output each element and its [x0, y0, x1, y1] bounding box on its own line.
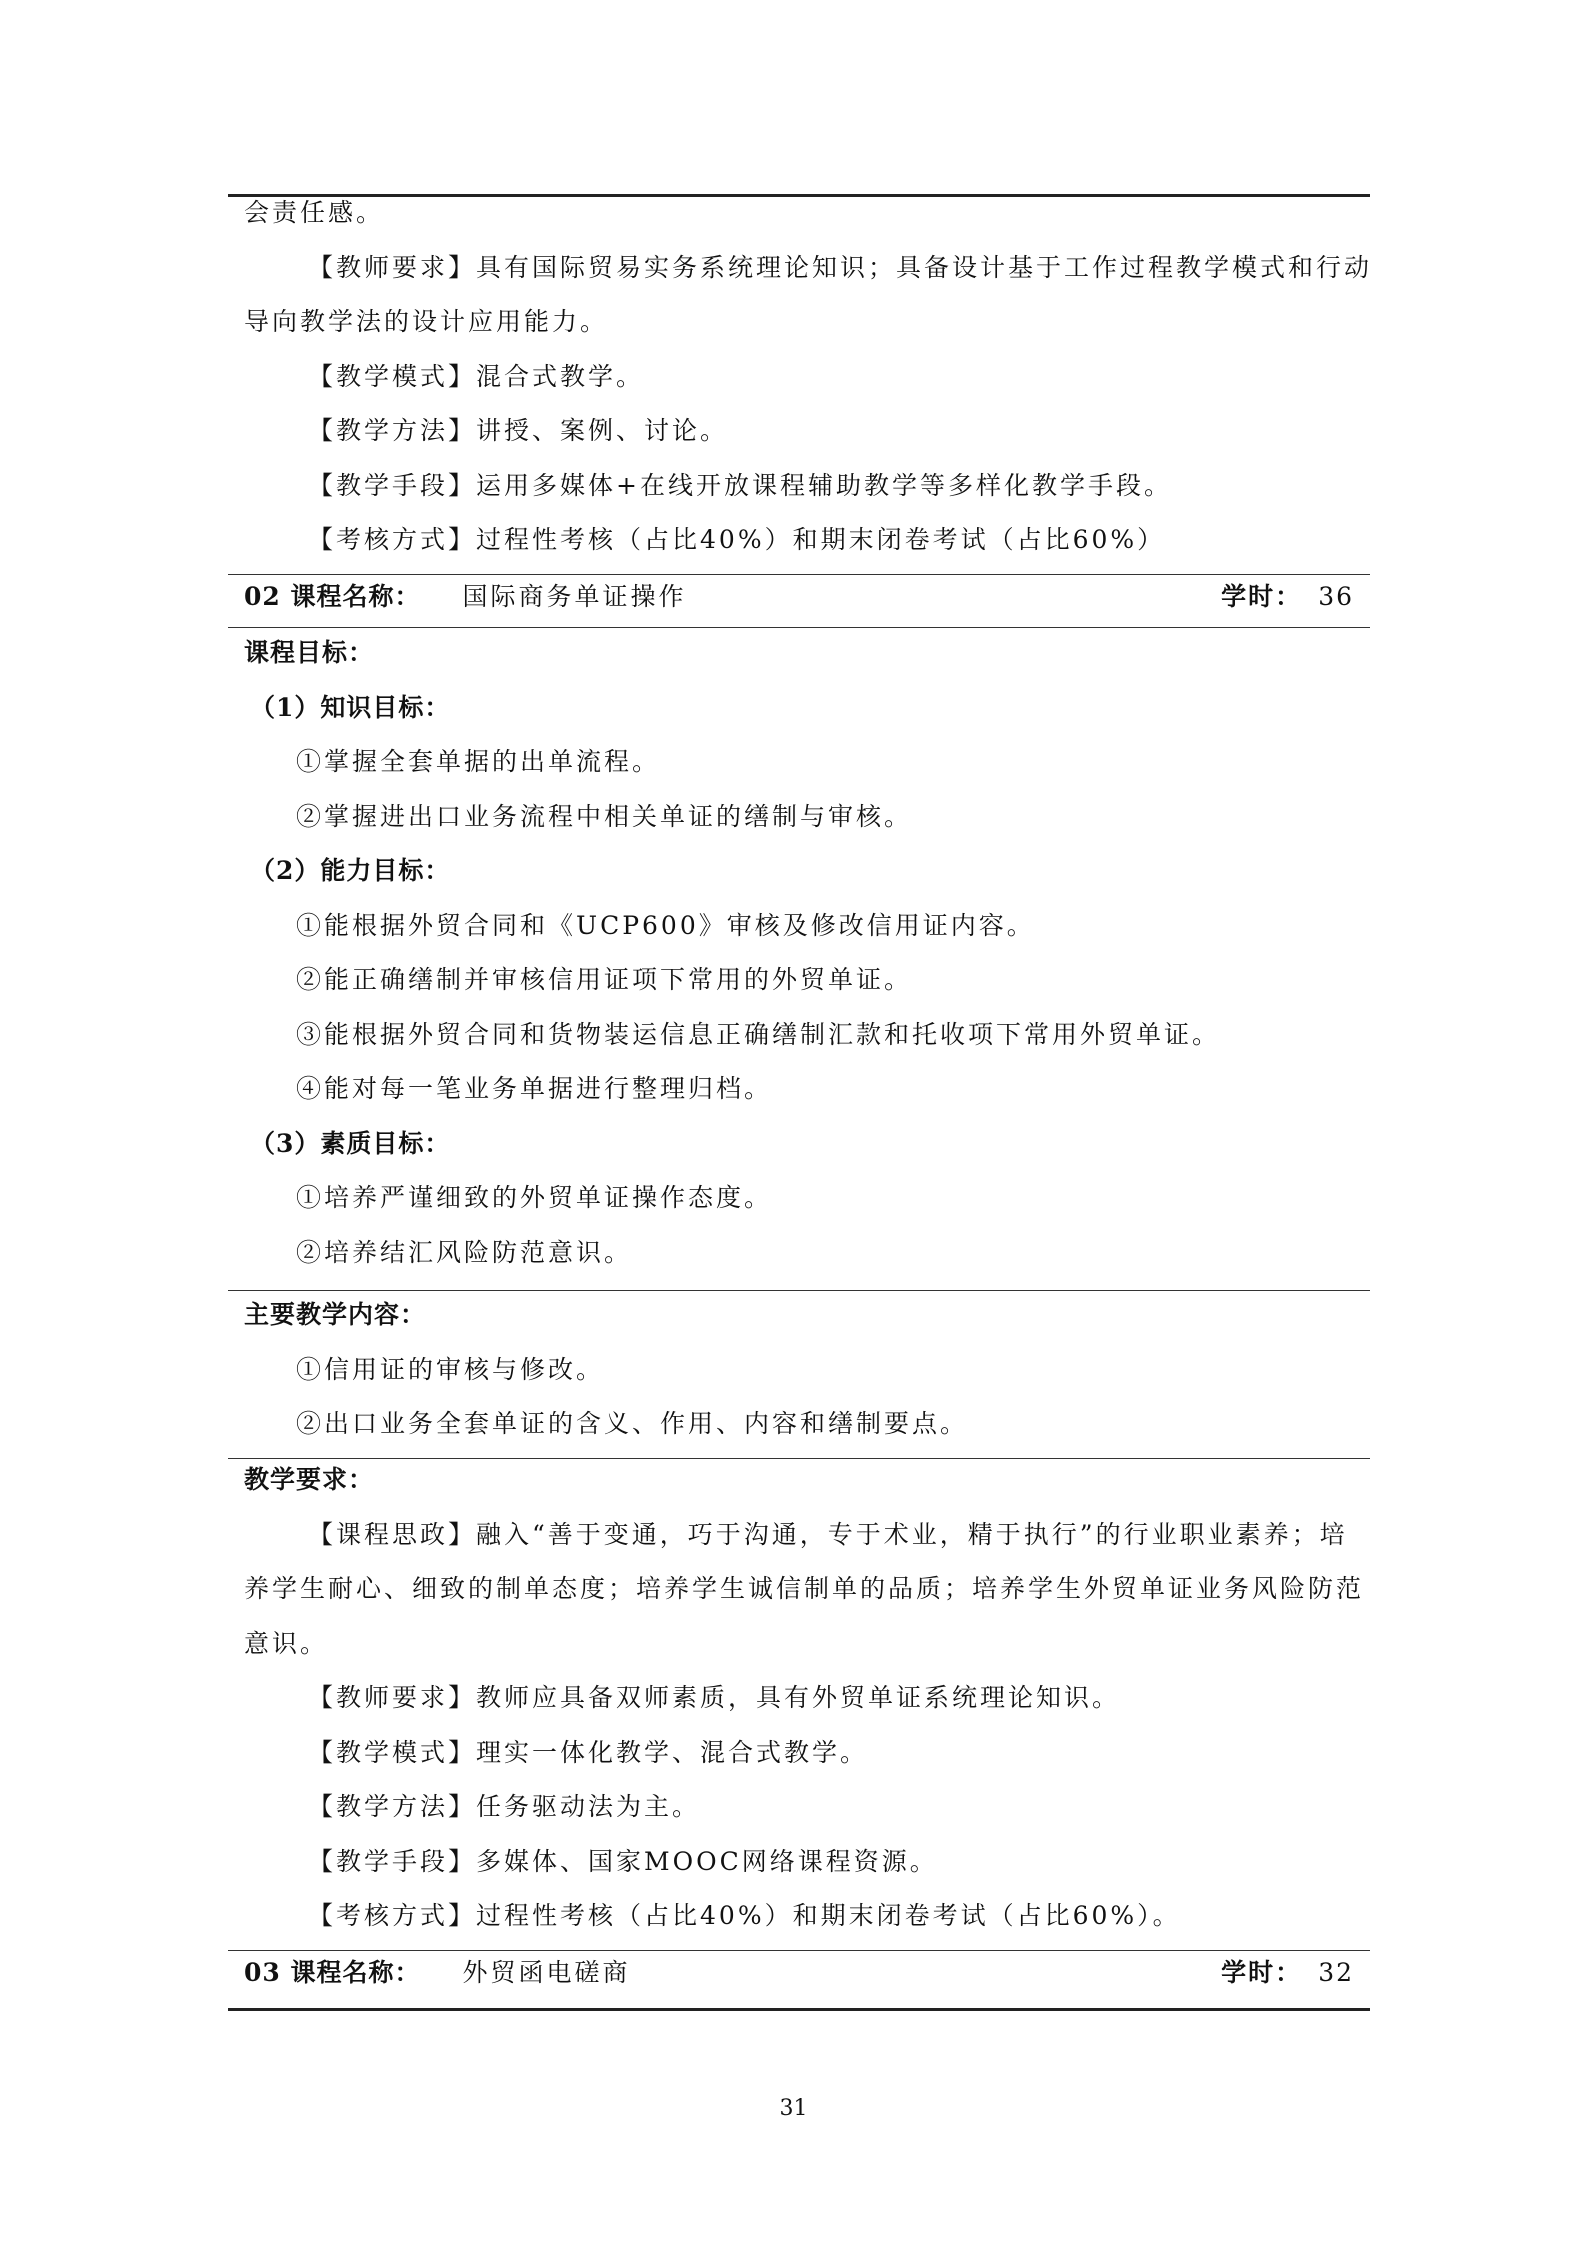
course2-hours-label: 学时：	[1221, 582, 1303, 611]
course2-teacher-requirement: 【教师要求】教师应具备双师素质，具有外贸单证系统理论知识。	[308, 1683, 1121, 1712]
knowledge-item-1: ①掌握全套单据的出单流程。	[296, 747, 661, 776]
assessment-method: 【考核方式】过程性考核（占比40%）和期末闭卷考试（占比60%）	[308, 525, 1166, 554]
course2-teaching-mode: 【教学模式】理实一体化教学、混合式教学。	[308, 1738, 869, 1767]
ability-item-4: ④能对每一笔业务单据进行整理归档。	[296, 1074, 773, 1103]
content-item-1: ①信用证的审核与修改。	[296, 1355, 605, 1384]
course2-hours-value: 36	[1318, 582, 1354, 611]
teaching-method: 【教学方法】讲授、案例、讨论。	[308, 416, 729, 445]
course2-label: 02 课程名称：	[244, 582, 421, 611]
course3-label: 03 课程名称：	[244, 1958, 421, 1987]
ability-item-1: ①能根据外贸合同和《UCP600》审核及修改信用证内容。	[296, 911, 1035, 940]
course2-teaching-method: 【教学方法】任务驱动法为主。	[308, 1792, 701, 1821]
ideology-line-2: 养学生耐心、细致的制单态度；培养学生诚信制单的品质；培养学生外贸单证业务风险防范	[244, 1574, 1365, 1603]
course2-hours	[1221, 578, 1354, 616]
requirement-title: 教学要求：	[244, 1465, 375, 1494]
ability-item-3: ③能根据外贸合同和货物装运信息正确缮制汇款和托收项下常用外贸单证。	[296, 1020, 1221, 1049]
ideology-line-3: 意识。	[244, 1629, 329, 1658]
course2-goals-rule	[228, 627, 1370, 628]
requirement-rule	[228, 1458, 1370, 1459]
teaching-mode: 【教学模式】混合式教学。	[308, 362, 645, 391]
course3-top-rule	[228, 1950, 1370, 1951]
course3-hours-label: 学时：	[1221, 1958, 1303, 1987]
course3-hours-value: 32	[1318, 1958, 1354, 1987]
quality-item-1: ①培养严谨细致的外贸单证操作态度。	[296, 1183, 773, 1212]
ability-item-2: ②能正确缮制并审核信用证项下常用的外贸单证。	[296, 965, 913, 994]
knowledge-title: （1）知识目标：	[250, 693, 451, 722]
teaching-means: 【教学手段】运用多媒体+在线开放课程辅助教学等多样化教学手段。	[308, 471, 1172, 500]
course2-assessment-method: 【考核方式】过程性考核（占比40%）和期末闭卷考试（占比60%）。	[308, 1901, 1181, 1930]
quality-item-2: ②培养结汇风险防范意识。	[296, 1238, 633, 1267]
content-item-2: ②出口业务全套单证的含义、作用、内容和缮制要点。	[296, 1409, 969, 1438]
course2-top-rule	[228, 574, 1370, 575]
quality-title: （3）素质目标：	[250, 1129, 451, 1158]
course3-name: 外贸函电磋商	[462, 1958, 631, 1987]
course2-teaching-means: 【教学手段】多媒体、国家MOOC网络课程资源。	[308, 1847, 938, 1876]
page-number: 31	[779, 2096, 808, 2121]
teacher-requirement-line-1: 【教师要求】具有国际贸易实务系统理论知识；具备设计基于工作过程教学模式和行动	[308, 253, 1373, 282]
course3-hours	[1221, 1954, 1354, 1992]
bottom-rule	[228, 2008, 1370, 2011]
course3-header	[244, 1954, 1354, 1992]
goals-title: 课程目标：	[244, 638, 375, 667]
ideology-line-1: 【课程思政】融入“善于变通，巧于沟通，专于术业，精于执行”的行业职业素养；培	[308, 1520, 1348, 1549]
teacher-requirement-line-2: 导向教学法的设计应用能力。	[244, 307, 609, 336]
course2-header	[244, 578, 1354, 616]
content-rule	[228, 1290, 1370, 1291]
knowledge-item-2: ②掌握进出口业务流程中相关单证的缮制与审核。	[296, 802, 913, 831]
course2-name: 国际商务单证操作	[462, 582, 687, 611]
content-title: 主要教学内容：	[244, 1300, 427, 1329]
continued-line: 会责任感。	[244, 198, 385, 227]
ability-title: （2）能力目标：	[250, 856, 451, 885]
